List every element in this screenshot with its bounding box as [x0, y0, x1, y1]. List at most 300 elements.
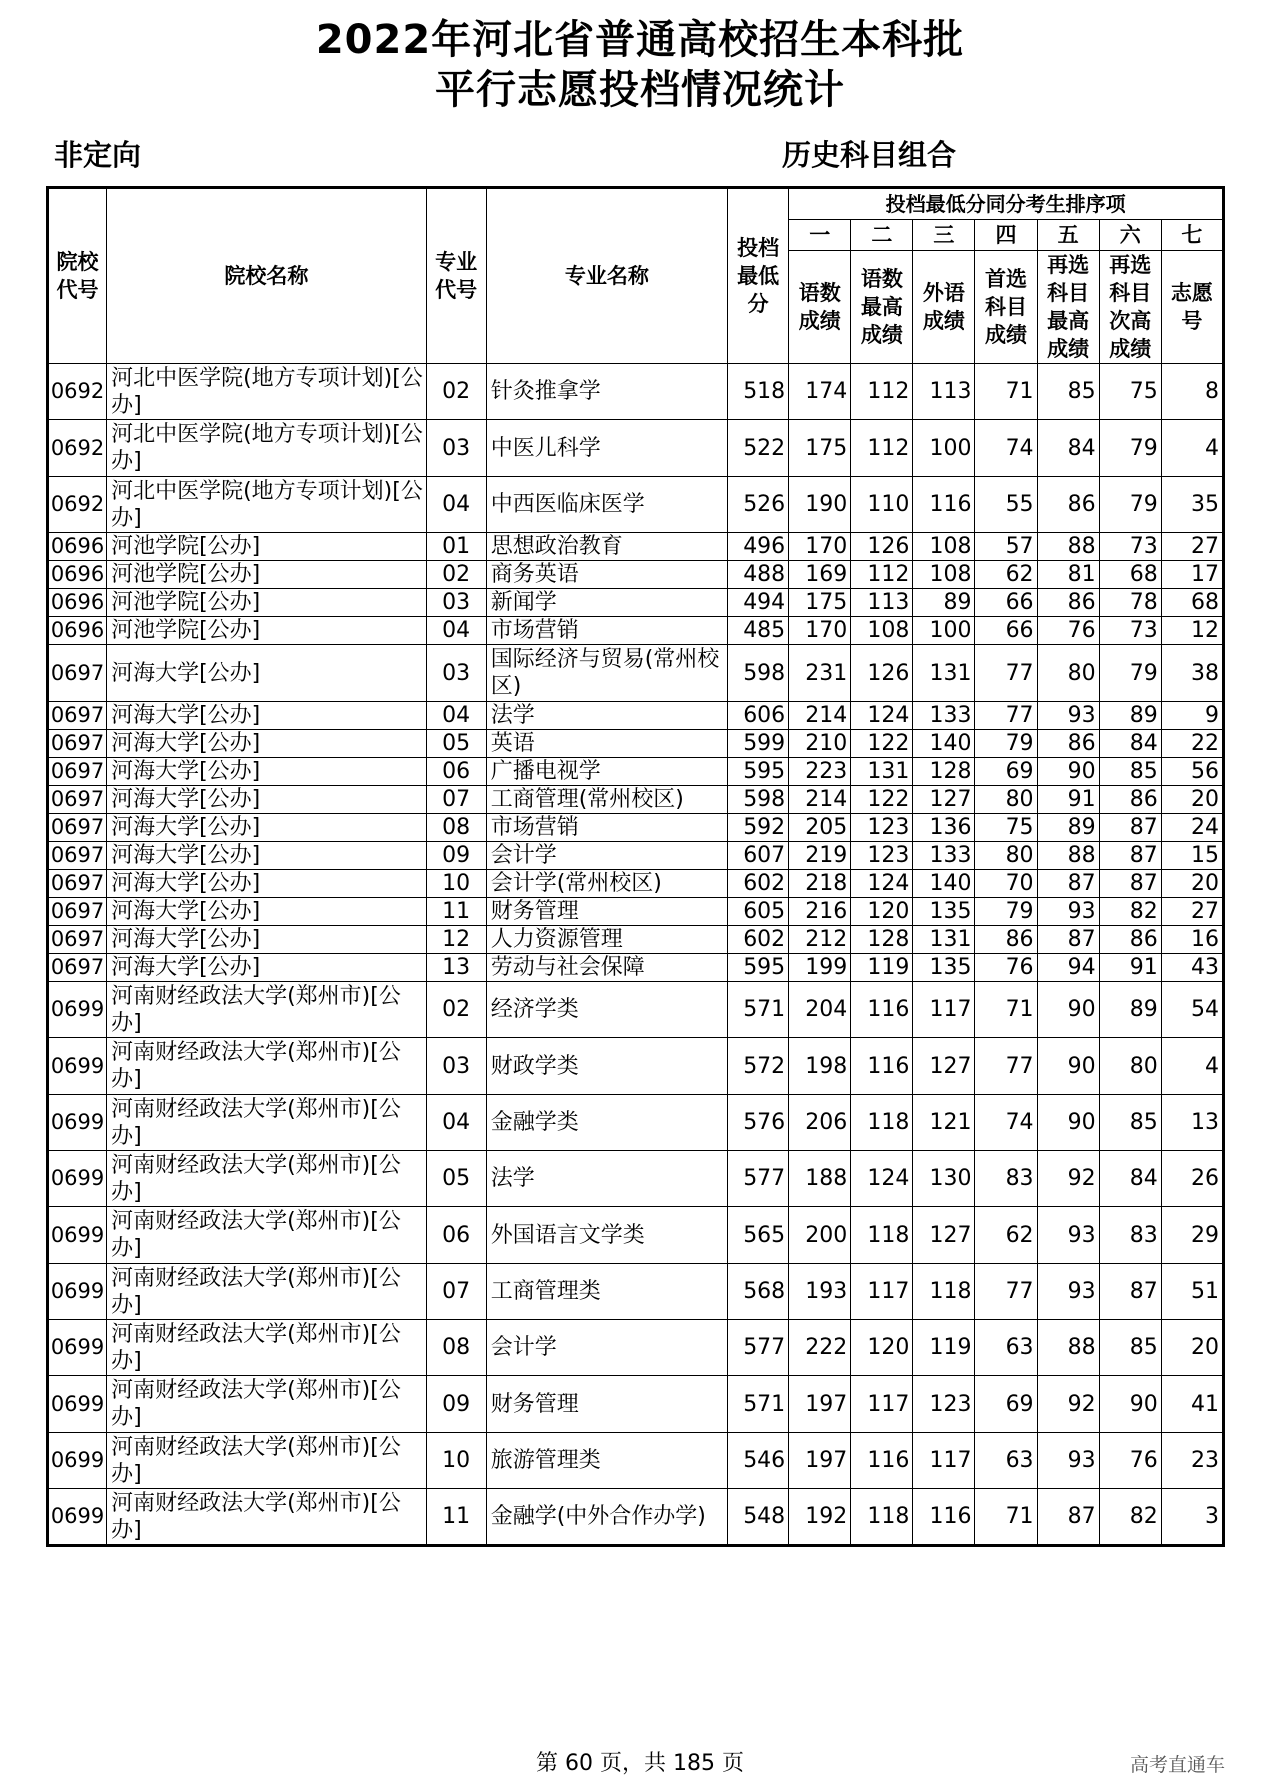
school-name-cell: 河池学院[公办]	[107, 533, 427, 561]
sort-value-cell: 16	[1161, 926, 1223, 954]
sort-value-cell: 70	[975, 870, 1037, 898]
sort-value-cell: 88	[1037, 533, 1099, 561]
sort-value-cell: 77	[975, 645, 1037, 702]
sort-value-cell: 79	[975, 898, 1037, 926]
sort-value-cell: 174	[789, 364, 851, 420]
sort-value-cell: 71	[975, 982, 1037, 1038]
sort-value-cell: 190	[789, 477, 851, 533]
sort-value-cell: 86	[1099, 926, 1161, 954]
sort-value-cell: 87	[1099, 814, 1161, 842]
sort-value-cell: 89	[1099, 982, 1161, 1038]
sort-value-cell: 83	[1099, 1207, 1161, 1264]
sort-value-cell: 128	[851, 926, 913, 954]
sort-value-cell: 23	[1161, 1433, 1223, 1489]
header-major-code: 专业代号	[426, 188, 486, 364]
sort-value-cell: 124	[851, 870, 913, 898]
sort-value-cell: 27	[1161, 898, 1223, 926]
table-row	[48, 589, 1224, 617]
header-sort-item: 语数成绩	[789, 251, 851, 364]
sort-value-cell: 127	[913, 786, 975, 814]
sort-value-cell: 116	[851, 1038, 913, 1095]
sort-value-cell: 76	[975, 954, 1037, 982]
header-sort-item: 再选科目次高成绩	[1099, 251, 1161, 364]
sort-value-cell: 116	[913, 1489, 975, 1546]
school-code-cell: 0699	[48, 1320, 107, 1376]
subject-group-label: 历史科目组合	[782, 138, 957, 172]
sort-value-cell: 80	[975, 842, 1037, 870]
table-row	[48, 477, 1224, 533]
table-body	[48, 364, 1224, 1546]
table-row	[48, 982, 1224, 1038]
sort-value-cell: 24	[1161, 814, 1223, 842]
min-score-cell: 522	[728, 420, 789, 477]
table-row	[48, 617, 1224, 645]
school-code-cell: 0697	[48, 870, 107, 898]
sort-value-cell: 175	[789, 589, 851, 617]
min-score-cell: 595	[728, 758, 789, 786]
table-row	[48, 870, 1224, 898]
header-sort-item: 首选科目成绩	[975, 251, 1037, 364]
sort-value-cell: 9	[1161, 702, 1223, 730]
major-name-cell: 会计学(常州校区)	[486, 870, 727, 898]
sort-value-cell: 66	[975, 589, 1037, 617]
header-sort-number: 五	[1037, 220, 1099, 251]
major-name-cell: 中西医临床医学	[486, 477, 727, 533]
sort-value-cell: 85	[1037, 364, 1099, 420]
sort-value-cell: 83	[975, 1151, 1037, 1207]
sort-value-cell: 133	[913, 702, 975, 730]
major-code-cell: 09	[426, 1376, 486, 1433]
school-name-cell: 河海大学[公办]	[107, 926, 427, 954]
table-row	[48, 758, 1224, 786]
sort-value-cell: 20	[1161, 870, 1223, 898]
sort-value-cell: 55	[975, 477, 1037, 533]
sort-value-cell: 140	[913, 870, 975, 898]
sort-value-cell: 120	[851, 1320, 913, 1376]
sort-value-cell: 86	[1037, 589, 1099, 617]
school-code-cell: 0697	[48, 842, 107, 870]
sort-value-cell: 80	[975, 786, 1037, 814]
sort-value-cell: 41	[1161, 1376, 1223, 1433]
min-score-cell: 602	[728, 926, 789, 954]
major-name-cell: 工商管理类	[486, 1264, 727, 1320]
sort-value-cell: 119	[913, 1320, 975, 1376]
header-sort-number: 七	[1161, 220, 1223, 251]
major-code-cell: 10	[426, 1433, 486, 1489]
table-row	[48, 561, 1224, 589]
admission-table	[46, 186, 1225, 1547]
sort-value-cell: 231	[789, 645, 851, 702]
table-row	[48, 1038, 1224, 1095]
school-code-cell: 0697	[48, 758, 107, 786]
sort-value-cell: 113	[851, 589, 913, 617]
sort-value-cell: 193	[789, 1264, 851, 1320]
school-code-cell: 0696	[48, 617, 107, 645]
sort-value-cell: 117	[851, 1376, 913, 1433]
major-name-cell: 新闻学	[486, 589, 727, 617]
table-row	[48, 420, 1224, 477]
sort-value-cell: 77	[975, 1264, 1037, 1320]
sort-value-cell: 131	[851, 758, 913, 786]
major-code-cell: 04	[426, 477, 486, 533]
sort-value-cell: 89	[913, 589, 975, 617]
sort-value-cell: 93	[1037, 702, 1099, 730]
watermark: 高考直通车	[1130, 1754, 1226, 1776]
school-name-cell: 河北中医学院(地方专项计划)[公办]	[107, 420, 427, 477]
school-name-cell: 河池学院[公办]	[107, 589, 427, 617]
min-score-cell: 571	[728, 1376, 789, 1433]
sort-value-cell: 87	[1099, 1264, 1161, 1320]
sort-value-cell: 93	[1037, 1433, 1099, 1489]
sort-value-cell: 4	[1161, 1038, 1223, 1095]
sort-value-cell: 80	[1037, 645, 1099, 702]
sort-value-cell: 108	[913, 533, 975, 561]
table-row	[48, 364, 1224, 420]
table-row	[48, 730, 1224, 758]
min-score-cell: 577	[728, 1320, 789, 1376]
sort-value-cell: 112	[851, 420, 913, 477]
sort-value-cell: 123	[851, 842, 913, 870]
sort-value-cell: 86	[1037, 730, 1099, 758]
sort-value-cell: 74	[975, 1095, 1037, 1151]
major-name-cell: 会计学	[486, 1320, 727, 1376]
sort-value-cell: 76	[1099, 1433, 1161, 1489]
min-score-cell: 595	[728, 954, 789, 982]
sort-value-cell: 206	[789, 1095, 851, 1151]
sort-value-cell: 85	[1099, 758, 1161, 786]
major-code-cell: 03	[426, 420, 486, 477]
sort-value-cell: 12	[1161, 617, 1223, 645]
sort-value-cell: 118	[913, 1264, 975, 1320]
sort-value-cell: 35	[1161, 477, 1223, 533]
table-header	[48, 188, 1224, 364]
sort-value-cell: 117	[851, 1264, 913, 1320]
major-name-cell: 财政学类	[486, 1038, 727, 1095]
min-score-cell: 488	[728, 561, 789, 589]
plan-type-label: 非定向	[54, 138, 142, 172]
school-name-cell: 河海大学[公办]	[107, 842, 427, 870]
sort-value-cell: 51	[1161, 1264, 1223, 1320]
min-score-cell: 565	[728, 1207, 789, 1264]
sort-value-cell: 90	[1037, 1095, 1099, 1151]
sort-value-cell: 116	[913, 477, 975, 533]
school-name-cell: 河南财经政法大学(郑州市)[公办]	[107, 982, 427, 1038]
sort-value-cell: 214	[789, 702, 851, 730]
table-row	[48, 926, 1224, 954]
sort-value-cell: 79	[1099, 477, 1161, 533]
sort-value-cell: 199	[789, 954, 851, 982]
sort-value-cell: 118	[851, 1489, 913, 1546]
major-code-cell: 01	[426, 533, 486, 561]
sort-value-cell: 135	[913, 898, 975, 926]
major-name-cell: 法学	[486, 1151, 727, 1207]
sort-value-cell: 63	[975, 1320, 1037, 1376]
sort-value-cell: 122	[851, 730, 913, 758]
table-row	[48, 842, 1224, 870]
min-score-cell: 546	[728, 1433, 789, 1489]
sort-value-cell: 62	[975, 1207, 1037, 1264]
sort-value-cell: 188	[789, 1151, 851, 1207]
sort-value-cell: 214	[789, 786, 851, 814]
min-score-cell: 496	[728, 533, 789, 561]
sort-value-cell: 204	[789, 982, 851, 1038]
major-code-cell: 07	[426, 786, 486, 814]
sort-value-cell: 86	[975, 926, 1037, 954]
school-code-cell: 0699	[48, 982, 107, 1038]
sort-value-cell: 218	[789, 870, 851, 898]
table-row	[48, 533, 1224, 561]
sort-value-cell: 200	[789, 1207, 851, 1264]
sort-value-cell: 124	[851, 1151, 913, 1207]
major-name-cell: 劳动与社会保障	[486, 954, 727, 982]
min-score-cell: 518	[728, 364, 789, 420]
sort-value-cell: 91	[1099, 954, 1161, 982]
sort-value-cell: 43	[1161, 954, 1223, 982]
header-school-name: 院校名称	[107, 188, 427, 364]
major-name-cell: 经济学类	[486, 982, 727, 1038]
sort-value-cell: 26	[1161, 1151, 1223, 1207]
school-code-cell: 0697	[48, 814, 107, 842]
major-name-cell: 旅游管理类	[486, 1433, 727, 1489]
sort-value-cell: 62	[975, 561, 1037, 589]
major-code-cell: 07	[426, 1264, 486, 1320]
sort-value-cell: 94	[1037, 954, 1099, 982]
sort-value-cell: 85	[1099, 1095, 1161, 1151]
school-name-cell: 河南财经政法大学(郑州市)[公办]	[107, 1207, 427, 1264]
school-code-cell: 0697	[48, 645, 107, 702]
sort-value-cell: 22	[1161, 730, 1223, 758]
sort-value-cell: 92	[1037, 1151, 1099, 1207]
major-code-cell: 09	[426, 842, 486, 870]
sort-value-cell: 87	[1099, 842, 1161, 870]
sort-value-cell: 222	[789, 1320, 851, 1376]
school-name-cell: 河海大学[公办]	[107, 786, 427, 814]
major-name-cell: 金融学类	[486, 1095, 727, 1151]
major-code-cell: 06	[426, 1207, 486, 1264]
min-score-cell: 577	[728, 1151, 789, 1207]
sort-value-cell: 198	[789, 1038, 851, 1095]
sort-value-cell: 131	[913, 645, 975, 702]
sort-value-cell: 100	[913, 420, 975, 477]
sort-value-cell: 212	[789, 926, 851, 954]
sort-value-cell: 126	[851, 533, 913, 561]
sort-value-cell: 89	[1037, 814, 1099, 842]
min-score-cell: 576	[728, 1095, 789, 1151]
sort-value-cell: 126	[851, 645, 913, 702]
table-row	[48, 814, 1224, 842]
sort-value-cell: 131	[913, 926, 975, 954]
table-row	[48, 1433, 1224, 1489]
sort-value-cell: 136	[913, 814, 975, 842]
sort-value-cell: 88	[1037, 1320, 1099, 1376]
page-title: 2022年河北省普通高校招生本科批	[315, 17, 965, 63]
school-name-cell: 河南财经政法大学(郑州市)[公办]	[107, 1376, 427, 1433]
major-name-cell: 外国语言文学类	[486, 1207, 727, 1264]
sort-value-cell: 79	[1099, 420, 1161, 477]
sort-value-cell: 73	[1099, 533, 1161, 561]
table-row	[48, 1376, 1224, 1433]
school-code-cell: 0692	[48, 364, 107, 420]
table-row	[48, 645, 1224, 702]
sort-value-cell: 8	[1161, 364, 1223, 420]
school-code-cell: 0699	[48, 1376, 107, 1433]
sort-value-cell: 54	[1161, 982, 1223, 1038]
min-score-cell: 607	[728, 842, 789, 870]
school-code-cell: 0697	[48, 954, 107, 982]
sort-value-cell: 197	[789, 1376, 851, 1433]
school-code-cell: 0696	[48, 561, 107, 589]
sort-value-cell: 84	[1099, 730, 1161, 758]
sort-value-cell: 69	[975, 758, 1037, 786]
sort-value-cell: 75	[1099, 364, 1161, 420]
sort-value-cell: 90	[1037, 1038, 1099, 1095]
school-name-cell: 河海大学[公办]	[107, 758, 427, 786]
sort-value-cell: 87	[1037, 1489, 1099, 1546]
major-name-cell: 市场营销	[486, 617, 727, 645]
major-code-cell: 08	[426, 1320, 486, 1376]
major-code-cell: 05	[426, 730, 486, 758]
sort-value-cell: 192	[789, 1489, 851, 1546]
school-name-cell: 河池学院[公办]	[107, 617, 427, 645]
min-score-cell: 572	[728, 1038, 789, 1095]
school-name-cell: 河南财经政法大学(郑州市)[公办]	[107, 1320, 427, 1376]
school-code-cell: 0697	[48, 898, 107, 926]
major-code-cell: 02	[426, 561, 486, 589]
sort-value-cell: 197	[789, 1433, 851, 1489]
header-sort-item: 再选科目最高成绩	[1037, 251, 1099, 364]
header-min-score: 投档最低分	[728, 188, 789, 364]
sort-value-cell: 87	[1037, 926, 1099, 954]
major-name-cell: 会计学	[486, 842, 727, 870]
school-name-cell: 河海大学[公办]	[107, 702, 427, 730]
school-name-cell: 河南财经政法大学(郑州市)[公办]	[107, 1038, 427, 1095]
school-code-cell: 0697	[48, 702, 107, 730]
sort-value-cell: 78	[1099, 589, 1161, 617]
school-code-cell: 0692	[48, 420, 107, 477]
school-name-cell: 河北中医学院(地方专项计划)[公办]	[107, 477, 427, 533]
sort-value-cell: 121	[913, 1095, 975, 1151]
header-sort-number: 四	[975, 220, 1037, 251]
sort-value-cell: 87	[1099, 870, 1161, 898]
sort-value-cell: 216	[789, 898, 851, 926]
header-sort-item: 志愿号	[1161, 251, 1223, 364]
header-sort-number: 六	[1099, 220, 1161, 251]
school-name-cell: 河北中医学院(地方专项计划)[公办]	[107, 364, 427, 420]
min-score-cell: 571	[728, 982, 789, 1038]
sort-value-cell: 130	[913, 1151, 975, 1207]
sort-value-cell: 20	[1161, 1320, 1223, 1376]
sort-value-cell: 108	[913, 561, 975, 589]
sort-value-cell: 71	[975, 364, 1037, 420]
major-code-cell: 13	[426, 954, 486, 982]
major-code-cell: 04	[426, 1095, 486, 1151]
major-name-cell: 商务英语	[486, 561, 727, 589]
sort-value-cell: 90	[1099, 1376, 1161, 1433]
sort-value-cell: 108	[851, 617, 913, 645]
header-sort-item: 外语成绩	[913, 251, 975, 364]
min-score-cell: 602	[728, 870, 789, 898]
sort-value-cell: 113	[913, 364, 975, 420]
sort-value-cell: 87	[1037, 870, 1099, 898]
header-sort-number: 一	[789, 220, 851, 251]
sort-value-cell: 3	[1161, 1489, 1223, 1546]
school-code-cell: 0699	[48, 1151, 107, 1207]
school-code-cell: 0699	[48, 1207, 107, 1264]
sort-value-cell: 73	[1099, 617, 1161, 645]
sort-value-cell: 29	[1161, 1207, 1223, 1264]
sort-value-cell: 205	[789, 814, 851, 842]
school-code-cell: 0697	[48, 730, 107, 758]
sort-value-cell: 88	[1037, 842, 1099, 870]
major-code-cell: 11	[426, 898, 486, 926]
sort-value-cell: 93	[1037, 898, 1099, 926]
min-score-cell: 592	[728, 814, 789, 842]
school-name-cell: 河南财经政法大学(郑州市)[公办]	[107, 1433, 427, 1489]
sort-value-cell: 79	[975, 730, 1037, 758]
school-code-cell: 0697	[48, 786, 107, 814]
sort-value-cell: 123	[851, 814, 913, 842]
page-subtitle: 平行志愿投档情况统计	[435, 67, 845, 113]
sort-value-cell: 75	[975, 814, 1037, 842]
school-name-cell: 河海大学[公办]	[107, 954, 427, 982]
major-code-cell: 02	[426, 364, 486, 420]
header-school-code: 院校代号	[48, 188, 107, 364]
sort-value-cell: 77	[975, 702, 1037, 730]
major-name-cell: 思想政治教育	[486, 533, 727, 561]
major-name-cell: 法学	[486, 702, 727, 730]
header-major-name: 专业名称	[486, 188, 727, 364]
sort-value-cell: 77	[975, 1038, 1037, 1095]
min-score-cell: 526	[728, 477, 789, 533]
sort-value-cell: 119	[851, 954, 913, 982]
major-name-cell: 英语	[486, 730, 727, 758]
sort-value-cell: 4	[1161, 420, 1223, 477]
sort-value-cell: 122	[851, 786, 913, 814]
header-sort-item: 语数最高成绩	[851, 251, 913, 364]
major-name-cell: 市场营销	[486, 814, 727, 842]
sort-value-cell: 127	[913, 1038, 975, 1095]
school-name-cell: 河南财经政法大学(郑州市)[公办]	[107, 1264, 427, 1320]
sort-value-cell: 135	[913, 954, 975, 982]
major-name-cell: 金融学(中外合作办学)	[486, 1489, 727, 1546]
sort-value-cell: 170	[789, 617, 851, 645]
school-code-cell: 0696	[48, 589, 107, 617]
sort-value-cell: 82	[1099, 1489, 1161, 1546]
sort-value-cell: 219	[789, 842, 851, 870]
school-code-cell: 0696	[48, 533, 107, 561]
school-name-cell: 河海大学[公办]	[107, 814, 427, 842]
sort-value-cell: 80	[1099, 1038, 1161, 1095]
min-score-cell: 606	[728, 702, 789, 730]
table-row	[48, 702, 1224, 730]
school-name-cell: 河南财经政法大学(郑州市)[公办]	[107, 1151, 427, 1207]
sort-value-cell: 74	[975, 420, 1037, 477]
school-code-cell: 0699	[48, 1264, 107, 1320]
major-code-cell: 05	[426, 1151, 486, 1207]
min-score-cell: 598	[728, 786, 789, 814]
sort-value-cell: 81	[1037, 561, 1099, 589]
school-code-cell: 0697	[48, 926, 107, 954]
major-name-cell: 人力资源管理	[486, 926, 727, 954]
sort-value-cell: 128	[913, 758, 975, 786]
sort-value-cell: 82	[1099, 898, 1161, 926]
min-score-cell: 598	[728, 645, 789, 702]
sort-value-cell: 118	[851, 1207, 913, 1264]
sort-value-cell: 116	[851, 982, 913, 1038]
major-code-cell: 08	[426, 814, 486, 842]
major-code-cell: 11	[426, 1489, 486, 1546]
table-row	[48, 786, 1224, 814]
